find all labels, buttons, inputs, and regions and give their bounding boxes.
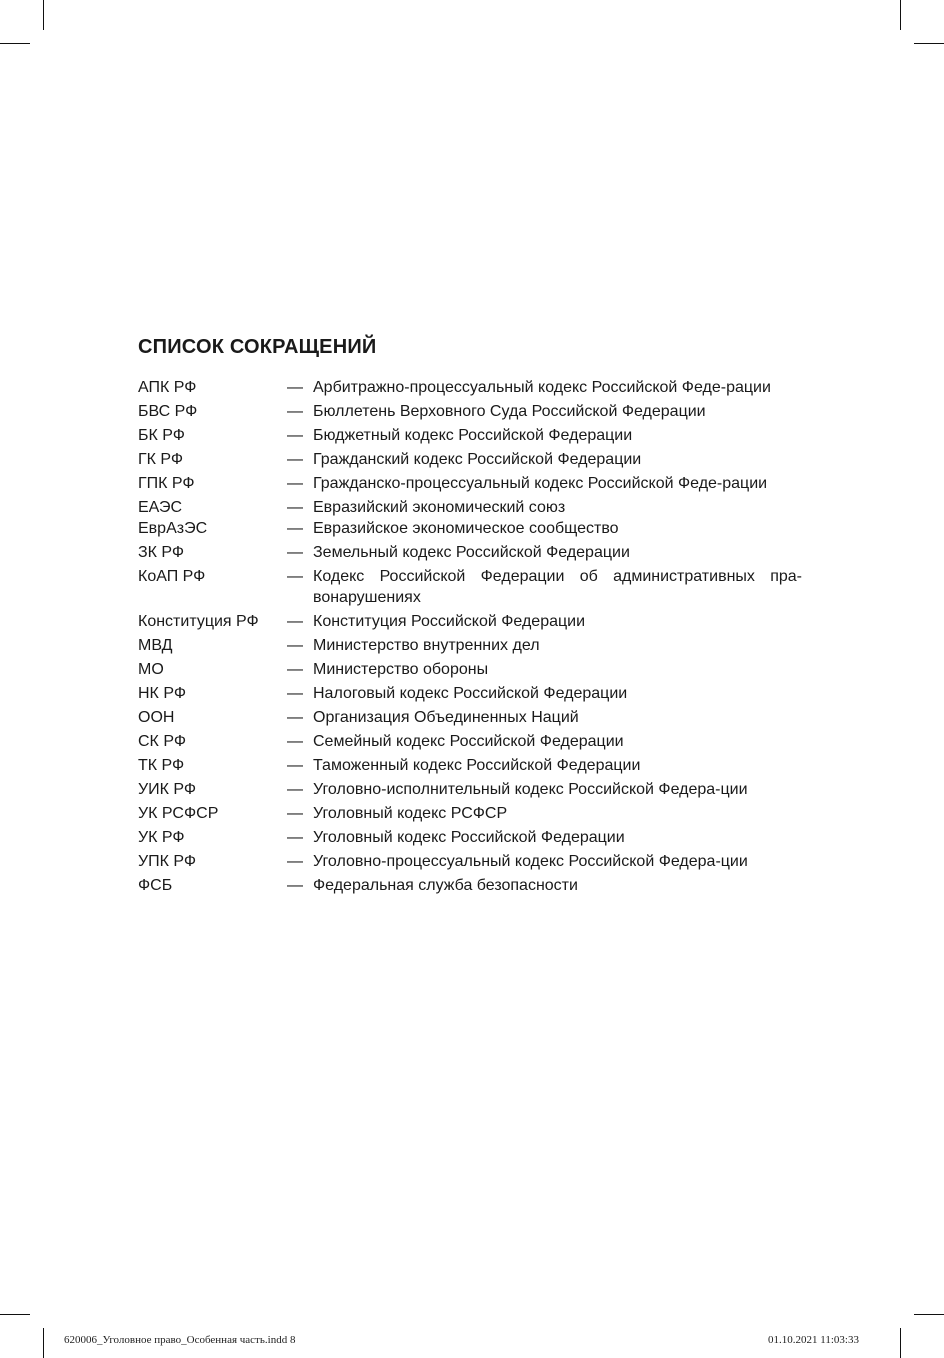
definition: Уголовно-процессуальный кодекс Российской Федера-ции <box>313 853 748 870</box>
crop-mark-top-right-vertical <box>900 0 901 30</box>
list-item <box>138 731 802 752</box>
separator-dash: — <box>287 475 303 492</box>
list-item <box>138 827 802 848</box>
list-item <box>138 377 802 398</box>
crop-mark-bottom-left-horizontal <box>0 1314 30 1315</box>
separator-dash: — <box>287 427 303 444</box>
crop-mark-bottom-right-vertical <box>900 1328 901 1358</box>
definition: Бюджетный кодекс Российской Федерации <box>313 427 633 444</box>
definition: Министерство обороны <box>313 661 489 678</box>
definition: Уголовный кодекс РСФСР <box>313 805 508 822</box>
footer-timestamp: 01.10.2021 11:03:33 <box>768 1334 859 1346</box>
crop-mark-bottom-right-horizontal <box>914 1314 944 1315</box>
abbreviation: БК РФ <box>138 427 185 444</box>
abbreviation: ГК РФ <box>138 451 184 468</box>
crop-mark-top-left-vertical <box>43 0 44 30</box>
definition: Евразийское экономическое сообщество <box>313 520 619 537</box>
list-item <box>138 779 802 800</box>
list-item <box>138 518 802 539</box>
abbreviation: МВД <box>138 637 173 654</box>
abbreviation: ЗК РФ <box>138 544 185 561</box>
list-item <box>138 803 802 824</box>
separator-dash: — <box>287 781 303 798</box>
abbreviation: УПК РФ <box>138 853 197 870</box>
list-item <box>138 542 802 563</box>
abbreviation: КоАП РФ <box>138 568 206 585</box>
list-item <box>138 473 802 494</box>
separator-dash: — <box>287 805 303 822</box>
abbreviation: МО <box>138 661 164 678</box>
abbreviation: НК РФ <box>138 685 186 702</box>
list-item <box>138 875 802 896</box>
abbreviation: ФСБ <box>138 877 173 894</box>
definition: Земельный кодекс Российской Федерации <box>313 544 630 561</box>
crop-mark-top-left-horizontal <box>0 43 30 44</box>
list-item <box>138 449 802 470</box>
separator-dash: — <box>287 853 303 870</box>
definition: Налоговый кодекс Российской Федерации <box>313 685 628 702</box>
abbreviation: БВС РФ <box>138 403 198 420</box>
definition: Конституция Российской Федерации <box>313 613 586 630</box>
definition: Гражданско-процессуальный кодекс Российской Феде-рации <box>313 475 768 492</box>
list-item <box>138 659 802 680</box>
list-item <box>138 401 802 422</box>
separator-dash: — <box>287 757 303 774</box>
abbreviation: АПК РФ <box>138 379 197 396</box>
crop-mark-bottom-left-vertical <box>43 1328 44 1358</box>
definition: Кодекс Российской Федерации об административных пра-вонарушениях <box>313 568 802 606</box>
definition: Гражданский кодекс Российской Федерации <box>313 451 642 468</box>
separator-dash: — <box>287 709 303 726</box>
abbreviation: УИК РФ <box>138 781 197 798</box>
list-item <box>138 497 802 518</box>
abbreviation: ГПК РФ <box>138 475 195 492</box>
list-item <box>138 611 802 632</box>
abbreviation: Конституция РФ <box>138 613 259 630</box>
abbreviation: СК РФ <box>138 733 186 750</box>
abbreviation-list <box>138 377 802 899</box>
separator-dash: — <box>287 403 303 420</box>
separator-dash: — <box>287 733 303 750</box>
page-title: СПИСОК СОКРАЩЕНИЙ <box>138 336 377 358</box>
separator-dash: — <box>287 829 303 846</box>
definition: Таможенный кодекс Российской Федерации <box>313 757 641 774</box>
list-item <box>138 707 802 728</box>
definition: Министерство внутренних дел <box>313 637 540 654</box>
abbreviation: ЕврАзЭС <box>138 520 208 537</box>
list-item <box>138 683 802 704</box>
separator-dash: — <box>287 499 303 516</box>
separator-dash: — <box>287 685 303 702</box>
list-item <box>138 851 802 872</box>
definition: Организация Объединенных Наций <box>313 709 579 726</box>
separator-dash: — <box>287 877 303 894</box>
separator-dash: — <box>287 379 303 396</box>
separator-dash: — <box>287 451 303 468</box>
definition: Арбитражно-процессуальный кодекс Российской Феде-рации <box>313 379 771 396</box>
list-item <box>138 425 802 446</box>
separator-dash: — <box>287 520 303 537</box>
separator-dash: — <box>287 637 303 654</box>
abbreviation: ЕАЭС <box>138 499 183 516</box>
footer-file-info: 620006_Уголовное право_Особенная часть.indd 8 <box>64 1334 296 1346</box>
separator-dash: — <box>287 544 303 561</box>
abbreviation: ТК РФ <box>138 757 185 774</box>
abbreviation: ООН <box>138 709 175 726</box>
separator-dash: — <box>287 613 303 630</box>
separator-dash: — <box>287 661 303 678</box>
crop-mark-top-right-horizontal <box>914 43 944 44</box>
definition: Уголовно-исполнительный кодекс Российской Федера-ции <box>313 781 748 798</box>
definition: Семейный кодекс Российской Федерации <box>313 733 624 750</box>
list-item <box>138 635 802 656</box>
definition: Федеральная служба безопасности <box>313 877 578 894</box>
abbreviation: УК РСФСР <box>138 805 219 822</box>
definition: Евразийский экономический союз <box>313 499 566 516</box>
definition: Бюллетень Верховного Суда Российской Федерации <box>313 403 706 420</box>
list-item <box>138 566 802 608</box>
definition: Уголовный кодекс Российской Федерации <box>313 829 625 846</box>
separator-dash: — <box>287 568 303 585</box>
list-item <box>138 755 802 776</box>
abbreviation: УК РФ <box>138 829 185 846</box>
